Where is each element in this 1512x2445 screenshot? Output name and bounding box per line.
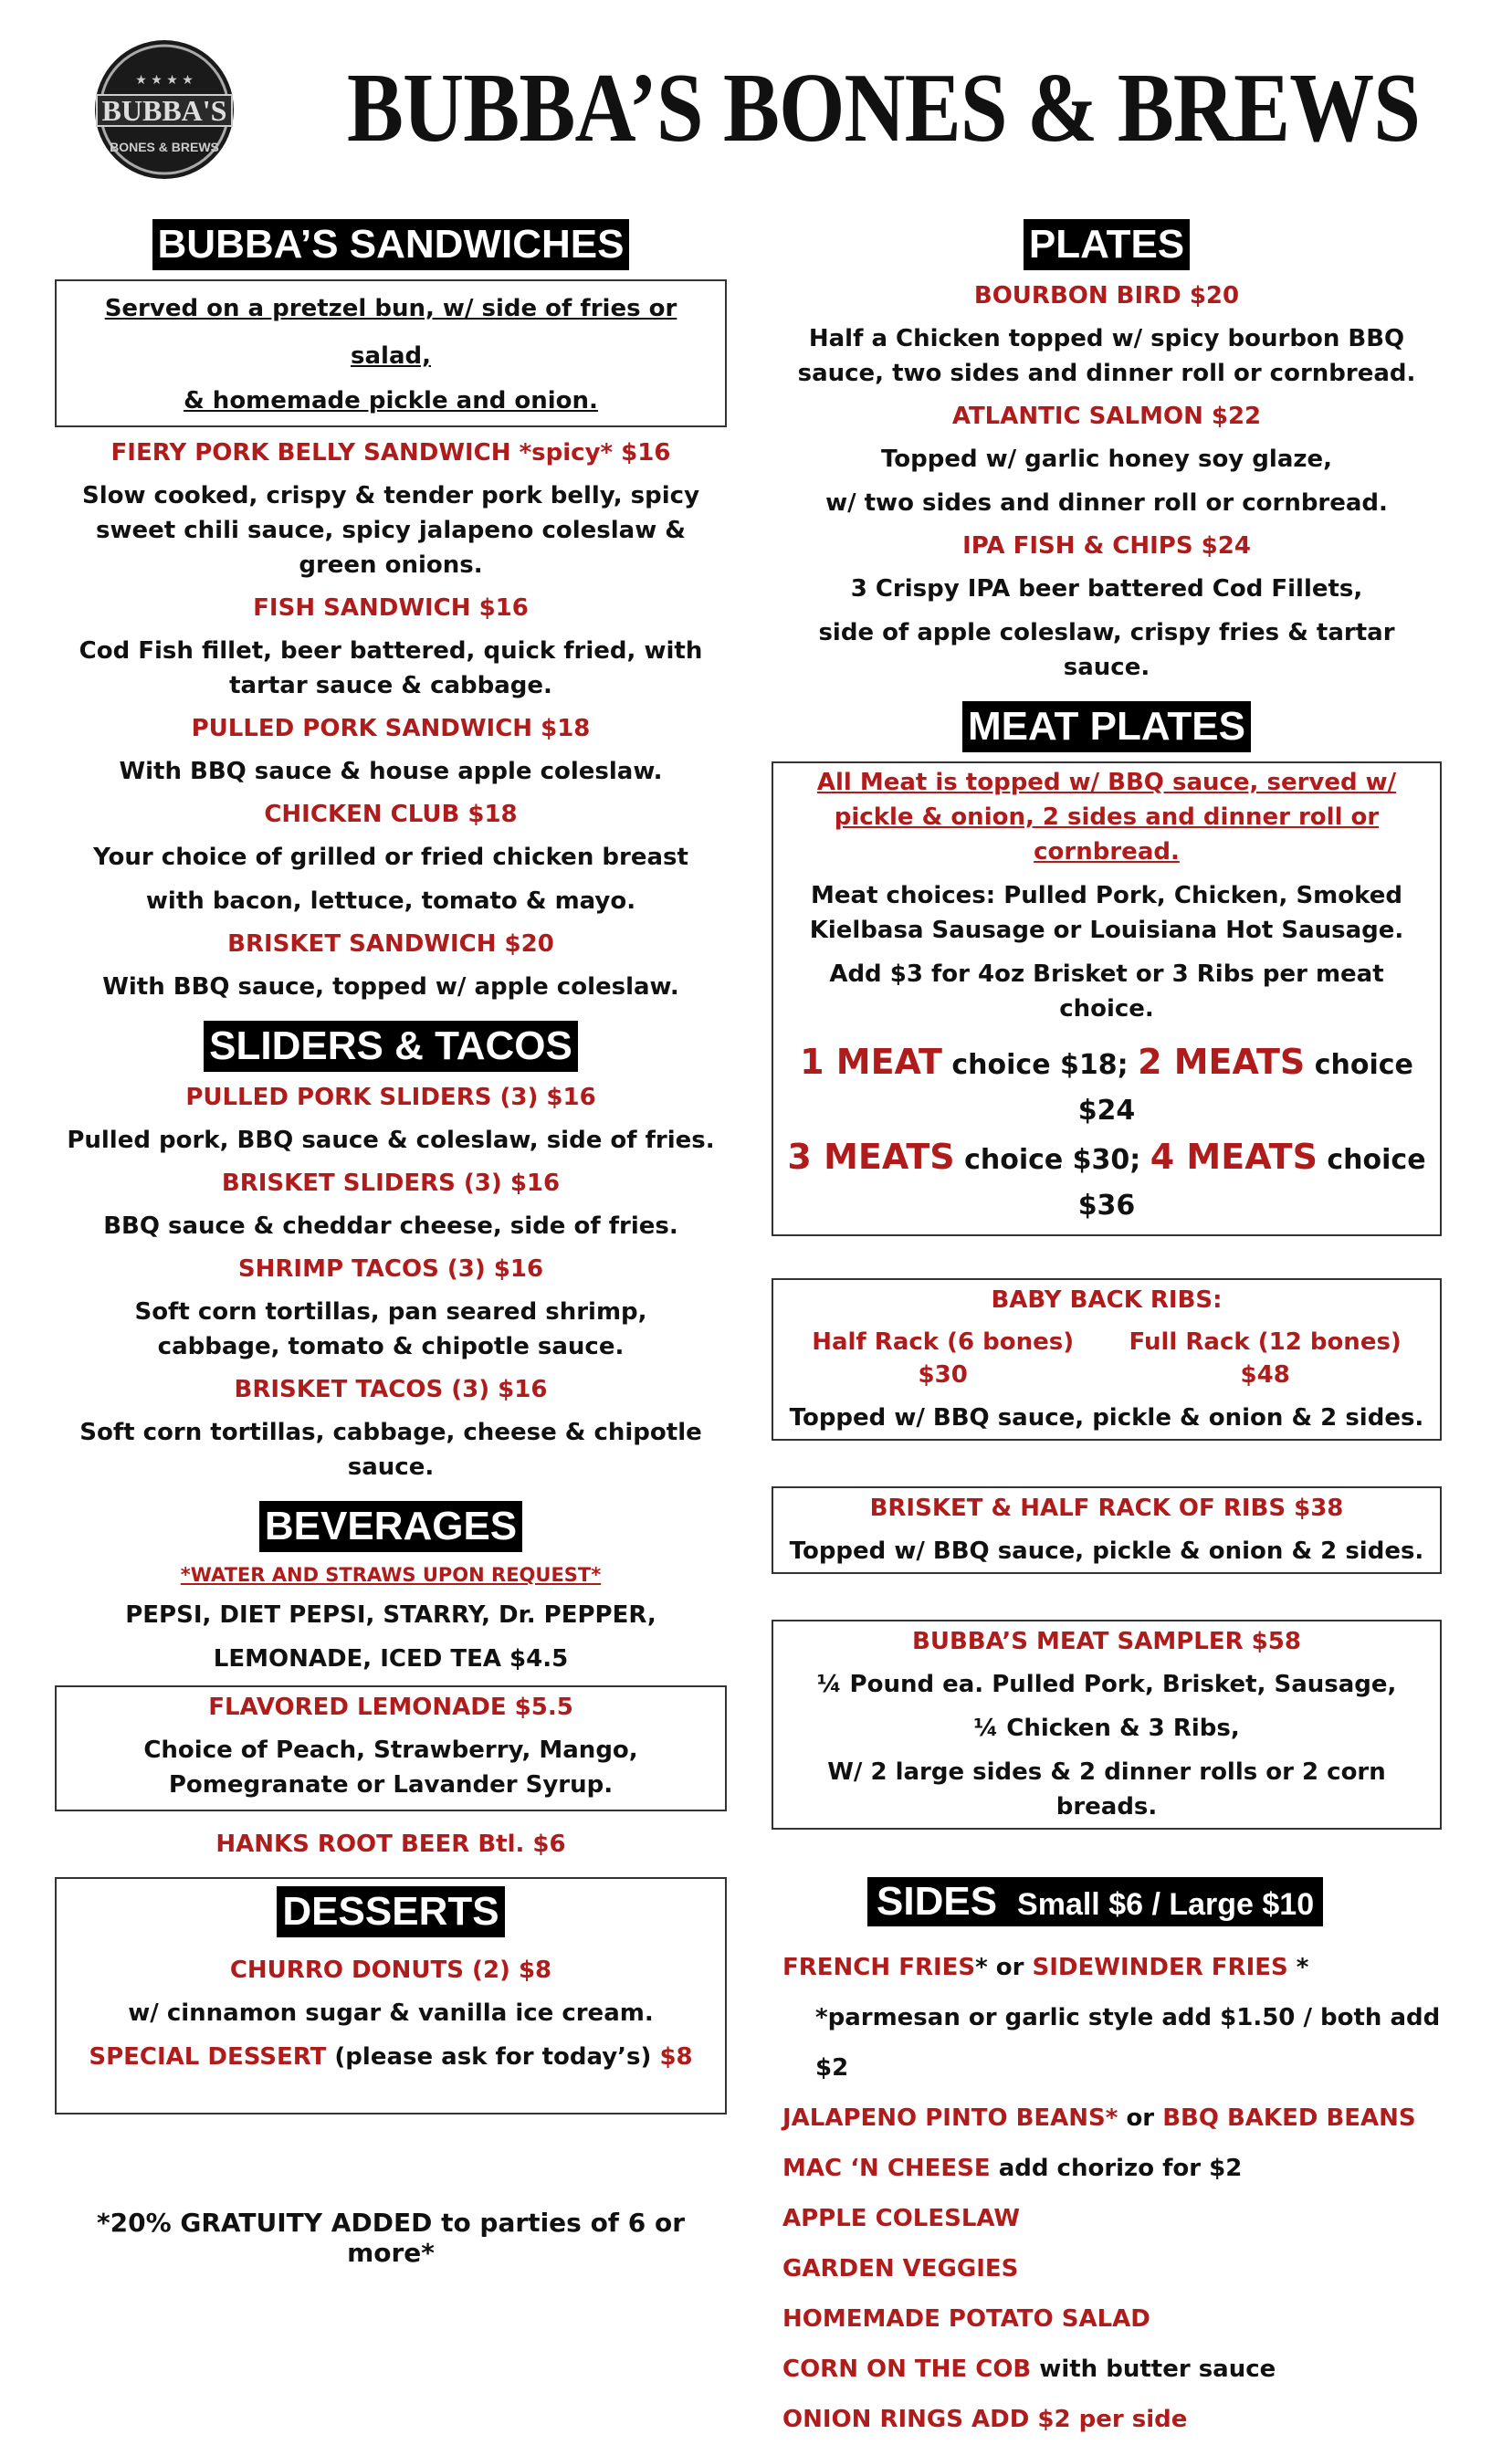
sides-header: SIDES Small $6 / Large $10: [867, 1877, 1323, 1926]
menu-item-name: FIERY PORK BELLY SANDWICH *spicy* $16: [110, 439, 671, 467]
plates-header: PLATES: [1024, 219, 1190, 270]
menu-item-name: BRISKET SANDWICH $20: [227, 930, 554, 958]
baby-back-ribs-box: BABY BACK RIBS: Half Rack (6 bones) $30 Full Rack (12 bones) $48 Topped w/ BBQ sauce, pickle & onion & 2 sides.: [772, 1278, 1442, 1441]
meat-plates-box: All Meat is topped w/ BBQ sauce, served w/ pickle & onion, 2 sides and dinner roll or cornbread. Meat choices: Pulled Pork, Chicken, Smoked Kielbasa Sausage or Louisiana Hot Sausage. Add $3 for 4oz Brisket or 3 Ribs per meat choice. 1 MEAT choice $18; 2 MEATS choice $24 3 MEATS choice $30; 4 MEATS choice $36: [772, 761, 1442, 1236]
flavored-lemonade-box: FLAVORED LEMONADE $5.5 Choice of Peach, Strawberry, Mango, Pomegranate or Lavander Syrup.: [55, 1685, 727, 1811]
gratuity-footer: *20% GRATUITY ADDED to parties of 6 or more*: [96, 2208, 686, 2268]
menu-item-desc: With BBQ sauce, topped w/ apple coleslaw.: [102, 973, 679, 1001]
menu-item-name: BRISKET TACOS (3) $16: [234, 1376, 548, 1403]
meat-plates-header: MEAT PLATES: [962, 701, 1251, 752]
menu-item-name: FISH SANDWICH $16: [253, 594, 529, 622]
menu-item-name: PULLED PORK SANDWICH $18: [191, 715, 591, 742]
left-column: BUBBA’S SANDWICHES Served on a pretzel bun, w/ side of fries or salad, & homemade pickle and onion. FIERY PORK BELLY SANDWICH *spicy* $16 Slow cooked, crispy & tender pork belly, spicy sweet chili sauce, spicy jalapeno coleslaw & green onions. FISH SANDWICH $16 Cod Fish fillet, beer battered, quick fried, with tartar sauce & cabbage. PULLED PORK SANDWICH $18 With BBQ sauce & house apple coleslaw. CHICKEN CLUB $18 Your choice of grilled or fried chicken breast with bacon, lettuce, tomato & mayo. BRISKET SANDWICH $20 With BBQ sauce, topped w/ apple coleslaw. SLIDERS & TACOS PULLED PORK SLIDERS (3) $16 Pulled pork, BBQ sauce & coleslaw, side of fries. BRISKET SLIDERS (3) $16 BBQ sauce & cheddar cheese, side of fries. SHRIMP TACOS (3) $16 Soft corn tortillas, pan seared shrimp, cabbage, tomato & chipotle sauce. BRISKET TACOS (3) $16 Soft corn tortillas, cabbage, cheese & chipotle sauce. BEVERAGES *WATER AND STRAWS UPON REQUEST* PEPSI, DIET PEPSI, STARRY, Dr. PEPPER, LEMONADE, ICED TEA $4.5 FLAVORED LEMONADE $5.5 Choice of Peach, Strawberry, Mango, Pomegranate or Lavander Syrup. HANKS ROOT BEER Btl. $6 DESSERTS CHURRO DONUTS (2) $8 w/ cinnamon sugar & vanilla ice cream. SPECIAL DESSERT (please ask for today’s) $8: [55, 219, 727, 2114]
sandwiches-header: BUBBA’S SANDWICHES: [152, 219, 630, 270]
svg-text:BUBBA'S: BUBBA'S: [101, 94, 227, 127]
desserts-header: DESSERTS: [277, 1886, 504, 1937]
menu-item-name: BRISKET SLIDERS (3) $16: [221, 1170, 561, 1197]
sides-list: FRENCH FRIES* or SIDEWINDER FRIES * *parmesan or garlic style add $1.50 / both add $2 JALAPENO PINTO BEANS* or BBQ BAKED BEANS MAC ‘N CHEESE add chorizo for $2 APPLE COLESLAW GARDEN VEGGIES HOMEMADE POTATO SALAD CORN ON THE COB with butter sauce ONION RINGS ADD $2 per side: [782, 1954, 1441, 2433]
beverages-note: *WATER AND STRAWS UPON REQUEST*: [180, 1564, 602, 1586]
brisket-ribs-box: BRISKET & HALF RACK OF RIBS $38 Topped w/ BBQ sauce, pickle & onion & 2 sides.: [772, 1486, 1442, 1574]
svg-text:BONES & BREWS: BONES & BREWS: [110, 140, 219, 154]
right-column: PLATES BOURBON BIRD $20 Half a Chicken topped w/ spicy bourbon BBQ sauce, two sides and dinner roll or cornbread. ATLANTIC SALMON $22 Topped w/ garlic honey soy glaze, w/ two sides and dinner roll or cornbread. IPA FISH & CHIPS $24 3 Crispy IPA beer battered Cod Fillets, side of apple coleslaw, crispy fries & tartar sauce. MEAT PLATES All Meat is topped w/ BBQ sauce, served w/ pickle & onion, 2 sides and dinner roll or cornbread. Meat choices: Pulled Pork, Chicken, Smoked Kielbasa Sausage or Louisiana Hot Sausage. Add $3 for 4oz Brisket or 3 Ribs per meat choice. 1 MEAT choice $18; 2 MEATS choice $24 3 MEATS choice $30; 4 MEATS choice $36 BABY BACK RIBS: Half Rack (6 bones) $30 Full Rack (12 bones) $48 Topped w/ BBQ sauce, pickle & onion & 2 sides. BRISKET & HALF RACK OF RIBS $38 Topped w/ BBQ sauce, pickle & onion & 2 sides. BUBBA’S MEAT SAMPLER $58 ¼ Pound ea. Pulled Pork, Brisket, Sausage, ¼ Chicken & 3 Ribs, W/ 2 large sides & 2 dinner rolls or 2 corn breads. SIDES Small $6 / Large $10 FRENCH FRIES* or SIDEWINDER FRIES * *parmesan or garlic style add $1.50 / both add $2 JALAPENO PINTO BEANS* or BBQ BAKED BEANS MAC ‘N CHEESE add chorizo for $2 APPLE COLESLAW GARDEN VEGGIES HOMEMADE POTATO SALAD CORN ON THE COB with butter sauce ONION RINGS ADD $2 per side: [772, 219, 1442, 2445]
bubbas-logo: [91, 37, 237, 183]
menu-item-name: CHICKEN CLUB $18: [264, 801, 518, 828]
menu-item-name: PULLED PORK SLIDERS (3) $16: [185, 1084, 596, 1111]
menu-item-desc: Cod Fish fillet, beer battered, quick fried, with tartar sauce & cabbage.: [79, 637, 703, 699]
menu-item-name: SHRIMP TACOS (3) $16: [237, 1255, 544, 1283]
beverages-header: BEVERAGES: [259, 1501, 522, 1552]
sliders-header: SLIDERS & TACOS: [204, 1021, 578, 1072]
menu-item-desc: Slow cooked, crispy & tender pork belly, spicy sweet chili sauce, spicy jalapeno coleslaw & green onions.: [81, 482, 700, 579]
desserts-box: DESSERTS CHURRO DONUTS (2) $8 w/ cinnamon sugar & vanilla ice cream. SPECIAL DESSERT (please ask for today’s) $8: [55, 1877, 727, 2114]
svg-text:★ ★ ★ ★: ★ ★ ★ ★: [135, 73, 194, 88]
menu-item-desc: Soft corn tortillas, cabbage, cheese & chipotle sauce.: [79, 1419, 702, 1481]
root-beer: HANKS ROOT BEER Btl. $6: [215, 1831, 566, 1858]
menu-item-desc: With BBQ sauce & house apple coleslaw.: [119, 758, 663, 785]
meat-sampler-box: BUBBA’S MEAT SAMPLER $58 ¼ Pound ea. Pulled Pork, Brisket, Sausage, ¼ Chicken & 3 Ribs, W/ 2 large sides & 2 dinner rolls or 2 corn breads.: [772, 1620, 1442, 1830]
menu-item-desc: Pulled pork, BBQ sauce & coleslaw, side of fries.: [67, 1127, 715, 1154]
restaurant-title: BUBBA’S BONES & BREWS: [347, 54, 1421, 163]
sandwiches-note-box: Served on a pretzel bun, w/ side of fries or salad, & homemade pickle and onion.: [55, 279, 727, 427]
menu-item-desc: Soft corn tortillas, pan seared shrimp, cabbage, tomato & chipotle sauce.: [134, 1298, 647, 1360]
menu-item-desc: BBQ sauce & cheddar cheese, side of fries.: [103, 1212, 678, 1240]
